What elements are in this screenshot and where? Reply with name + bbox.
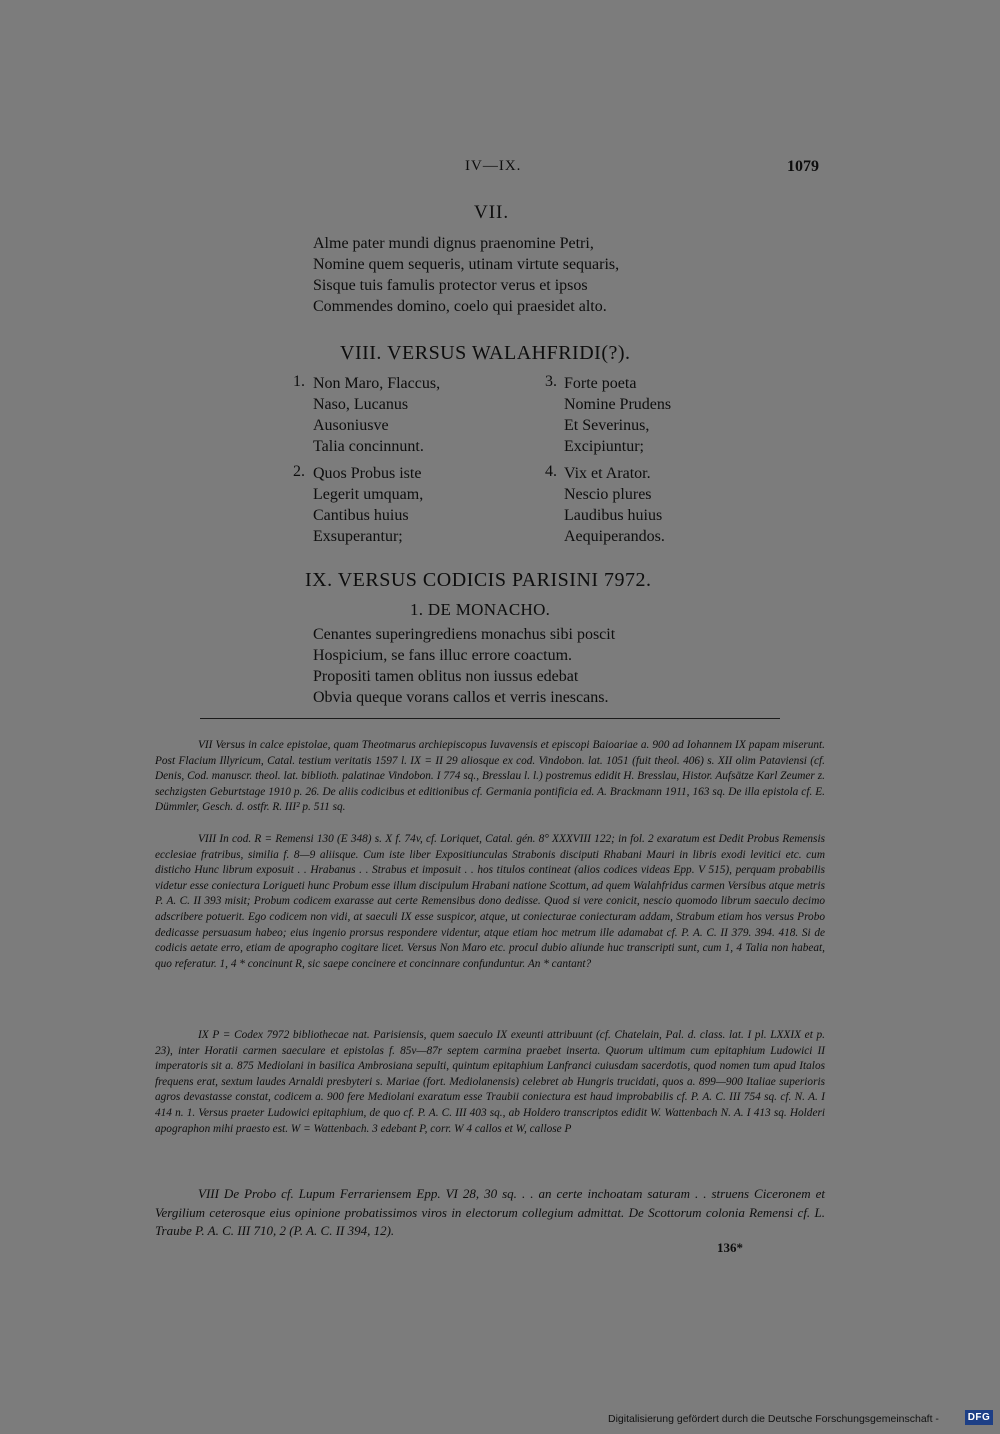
stanza-number: 1. bbox=[293, 373, 305, 390]
verse-line: Propositi tamen oblitus non iussus edebat bbox=[313, 668, 579, 685]
verse-line: Naso, Lucanus bbox=[313, 396, 409, 413]
poem-viii-title: VIII. VERSUS WALAHFRIDI(?). bbox=[340, 342, 631, 364]
verse-line: Cenantes superingrediens monachus sibi poscit bbox=[313, 626, 616, 643]
verse-line: Obvia queque vorans callos et verris inescans. bbox=[313, 689, 609, 706]
footnote-viii bbox=[155, 832, 825, 972]
verse-line: Exsuperantur; bbox=[313, 528, 403, 545]
verse-line: Forte poeta bbox=[564, 375, 637, 392]
stanza-2 bbox=[313, 463, 423, 547]
verse-line: Cantibus huius bbox=[313, 507, 409, 524]
stanza-4 bbox=[564, 463, 665, 547]
footnote-ix bbox=[155, 1028, 825, 1137]
stanza-3 bbox=[564, 373, 671, 457]
running-head: IV—IX. bbox=[465, 158, 522, 174]
verse-line: Aequiperandos. bbox=[564, 528, 665, 545]
verse-line: Vix et Arator. bbox=[564, 465, 651, 482]
note-text: IX P = Codex 7972 bibliothecae nat. Parisiensis, quem saeculo IX exeunti attribuunt (cf. Chatelain, Pal. d. class. lat. I pl. LXXIX et p. 23), inter Horatii carmen saeculare et epistolas f. 85v—87r septem carmina praebet inserta. Quorum ultimum cum epitaphium Ludowici II imperatoris sit a. 875 Mediolani in basilica Ambrosiana sepulti, quintum epitaphium Lanfranci cuiusdam sacerdotis, quod nomen tum apud Italos frequens erat, sextum laudes Arnaldi presbyteri s. Mariae (fort. Mediolanensis) celebret ab Hungris trucidati, quos a. 899—900 Italiae superioris agros devastasse constat, codicem a. 900 fere Mediolani exaratum esse Traubii coniectura est haud improbabilis cf. P. A. C. III 754 sq. cf. N. A. I 414 n. 1. Versus praeter Ludowici epitaphium, de quo cf. P. A. C. III 403 sq., ab Holdero transcriptos edidit W. Wattenbach N. A. I 413 sq. Holderi apographon mihi praesto est. W = Wattenbach. 3 edebant P, corr. W 4 callos et W, callose P bbox=[155, 1029, 825, 1135]
verse-line: Nescio plures bbox=[564, 486, 652, 503]
verse-line: Nomine quem sequeris, utinam virtute sequaris, bbox=[313, 256, 620, 273]
verse-line: Excipiuntur; bbox=[564, 438, 644, 455]
footnote-viii-b bbox=[155, 1185, 825, 1241]
footnote-vii bbox=[155, 738, 825, 816]
poem-vii-title: VII. bbox=[474, 202, 510, 223]
note-text: VIII In cod. R = Remensi 130 (E 348) s. X f. 74v, cf. Loriquet, Catal. gén. 8° XXXVIII 122; in fol. 2 exaratum est Dedit Probus Remensis ecclesiae fratribus, similia f. 8—9 aliisque. Cum iste liber Expositiunculas Strabonis disciputi Rhabani Mauri in libris exodi levitici etc. cum disticho Hunc librum exposuit . . Hrabanus . . Strabus et imposuit . . hos titulos contineat (alios codices videas Epp. V 515), perquam probabilis videtur esse coniectura Lorigueti hunc Probum esse illum discipulum Hrabani natione Scottum, ad quem Walahfridus carmen Versibus atque metris P. A. C. II 393 misit; Probum codicem exarasse aut certe Remensibus dono dedisse. Quod si vere conicit, nescio quomodo librum saeculo decimo adscribere potuerit. Ego codicem non vidi, at saeculi IX esse suspicor, atque, ut coniecturae coniecturam addam, Strabum etiam hos versus Probo dedicasse persuasum habeo; eius ingenio prorsus respondere videntur, atque etiam hoc metrum ille adamabat cf. P. A. C. II 379. 394. 418. Si de codicis aetate erro, etiam de apographo cogitare licet. Versus Non Maro etc. procul dubio aliunde huc transcripti sunt, cum 1, 4 Talia non habeat, quo referatur. 1, 4 * concinunt R, sic saepe concinere et concinnare confunduntur. An * cantant? bbox=[155, 833, 825, 970]
printer-signature: 136* bbox=[717, 1240, 743, 1255]
note-text: VII Versus in calce epistolae, quam Theotmarus archiepiscopus Iuvavensis et episcopi Baioariae a. 900 ad Iohannem IX papam miserunt. Post Flacium Illyricum, Catal. testium veritatis 1597 l. IX = II 29 aliosque ex cod. Vindobon. lat. 1051 (fuit theol. 406) s. XII olim Pataviensi (cf. Denis, Cod. manuscr. theol. lat. biblioth. palatinae Vindobon. I 774 sq., Bresslau l. l.) postremus edidit H. Bresslau, Histor. Aufsätze Karl Zeumer z. sechzigsten Geburtstage 1910 p. 26. De aliis codicibus et editionibus cf. Germania pontificia ed. A. Brackmann 1911, 163 sq. De illa epistola cf. E. Dümmler, Gesch. d. ostfr. R. III² p. 511 sq. bbox=[155, 739, 825, 814]
poem-ix-subtitle: 1. DE MONACHO. bbox=[410, 600, 551, 619]
dfg-logo[interactable]: DFG bbox=[965, 1410, 993, 1425]
verse-line: Non Maro, Flaccus, bbox=[313, 375, 441, 392]
digitization-credit: Digitalisierung gefördert durch die Deutsche Forschungsgemeinschaft - bbox=[608, 1413, 939, 1425]
stanza-number: 2. bbox=[293, 463, 305, 480]
stanza-number: 3. bbox=[545, 373, 557, 390]
poem-vii-verse bbox=[313, 233, 619, 317]
note-text: VIII De Probo cf. Lupum Ferrariensem Epp. VI 28, 30 sq. . . an certe inchoatam saturam . . struens Ciceronem et Vergilium ceterosque eius opinione probatissimos viros in electorum collegium admittat. De Scottorum colonia Remensi cf. L. Traube P. A. C. III 710, 2 (P. A. C. II 394, 12). bbox=[155, 1186, 825, 1238]
stanza-number: 4. bbox=[545, 463, 557, 480]
verse-line: Commendes domino, coelo qui praesidet alto. bbox=[313, 298, 607, 315]
verse-line: Legerit umquam, bbox=[313, 486, 424, 503]
verse-line: Alme pater mundi dignus praenomine Petri, bbox=[313, 235, 594, 252]
poem-ix-title: IX. VERSUS CODICIS PARISINI 7972. bbox=[305, 569, 652, 591]
verse-line: Hospicium, se fans illuc errore coactum. bbox=[313, 647, 573, 664]
verse-line: Et Severinus, bbox=[564, 417, 650, 434]
poem-ix-verse bbox=[313, 624, 615, 708]
verse-line: Laudibus huius bbox=[564, 507, 663, 524]
verse-line: Talia concinnunt. bbox=[313, 438, 424, 455]
stanza-1 bbox=[313, 373, 440, 457]
verse-line: Quos Probus iste bbox=[313, 465, 422, 482]
verse-line: Nomine Prudens bbox=[564, 396, 672, 413]
page-number: 1079 bbox=[787, 158, 819, 175]
verse-line: Sisque tuis famulis protector verus et ipsos bbox=[313, 277, 588, 294]
verse-line: Ausoniusve bbox=[313, 417, 389, 434]
footnote-rule bbox=[200, 718, 780, 719]
